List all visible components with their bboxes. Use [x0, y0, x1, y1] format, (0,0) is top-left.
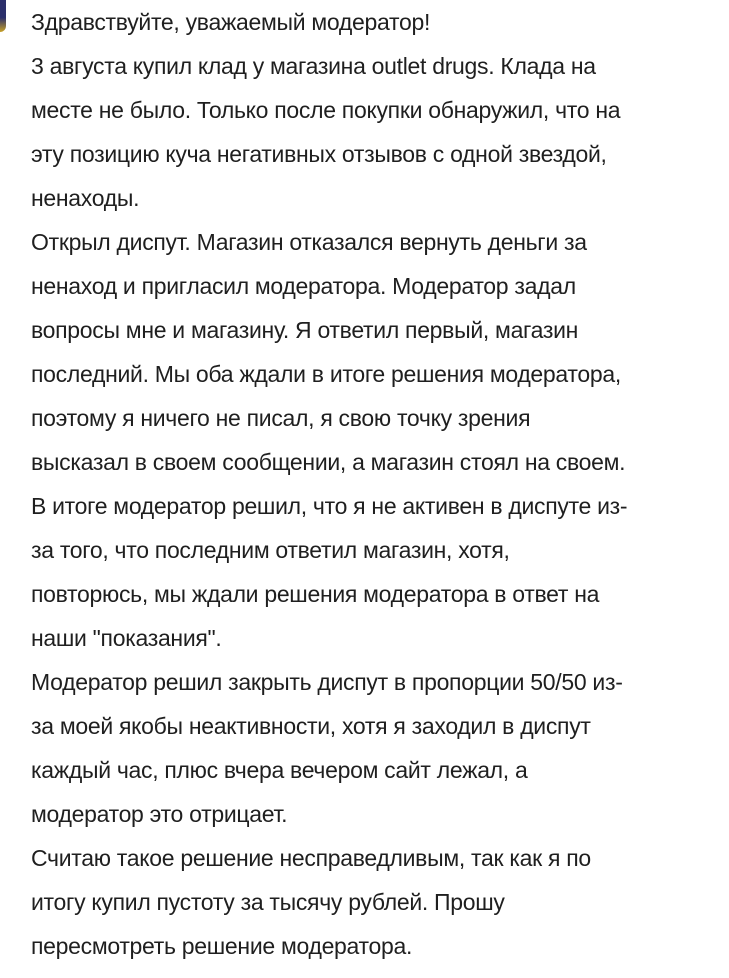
- message-line: вопросы мне и магазину. Я ответил первый, магазин: [31, 317, 579, 343]
- message-line: за того, что последним ответил магазин, хотя,: [31, 537, 510, 563]
- message-line: ненаход и пригласил модератора. Модератор задал: [31, 273, 576, 299]
- message-line: месте не было. Только после покупки обнаружил, что на: [31, 97, 621, 123]
- message-line: пересмотреть решение модератора.: [31, 933, 413, 959]
- message-line: повторюсь, мы ждали решения модератора в ответ на: [31, 581, 600, 607]
- message-line: за моей якобы неактивности, хотя я заходил в диспут: [31, 713, 591, 739]
- message-line: поэтому я ничего не писал, я свою точку зрения: [31, 405, 531, 431]
- message-line: Считаю такое решение несправедливым, так как я по: [31, 845, 591, 871]
- message-line: последний. Мы оба ждали в итоге решения модератора,: [31, 361, 621, 387]
- message-line: Открыл диспут. Магазин отказался вернуть деньги за: [31, 229, 587, 255]
- message-line: эту позицию куча негативных отзывов с одной звездой,: [31, 141, 607, 167]
- accent-bar: [0, 0, 6, 32]
- message-line: 3 августа купил клад у магазина outlet drugs. Клада на: [31, 53, 596, 79]
- message-line: ненаходы.: [31, 185, 140, 211]
- message-line: итогу купил пустоту за тысячу рублей. Прошу: [31, 889, 505, 915]
- message-line: высказал в своем сообщении, а магазин стоял на своем.: [31, 449, 626, 475]
- message-line: В итоге модератор решил, что я не активен в диспуте из-: [31, 493, 628, 519]
- message-line: Здравствуйте, уважаемый модератор!: [31, 9, 431, 35]
- message-body: [31, 0, 711, 968]
- message-line: наши "показания".: [31, 625, 222, 651]
- message-line: модератор это отрицает.: [31, 801, 288, 827]
- message-line: каждый час, плюс вчера вечером сайт лежал, а: [31, 757, 528, 783]
- message-line: Модератор решил закрыть диспут в пропорции 50/50 из-: [31, 669, 623, 695]
